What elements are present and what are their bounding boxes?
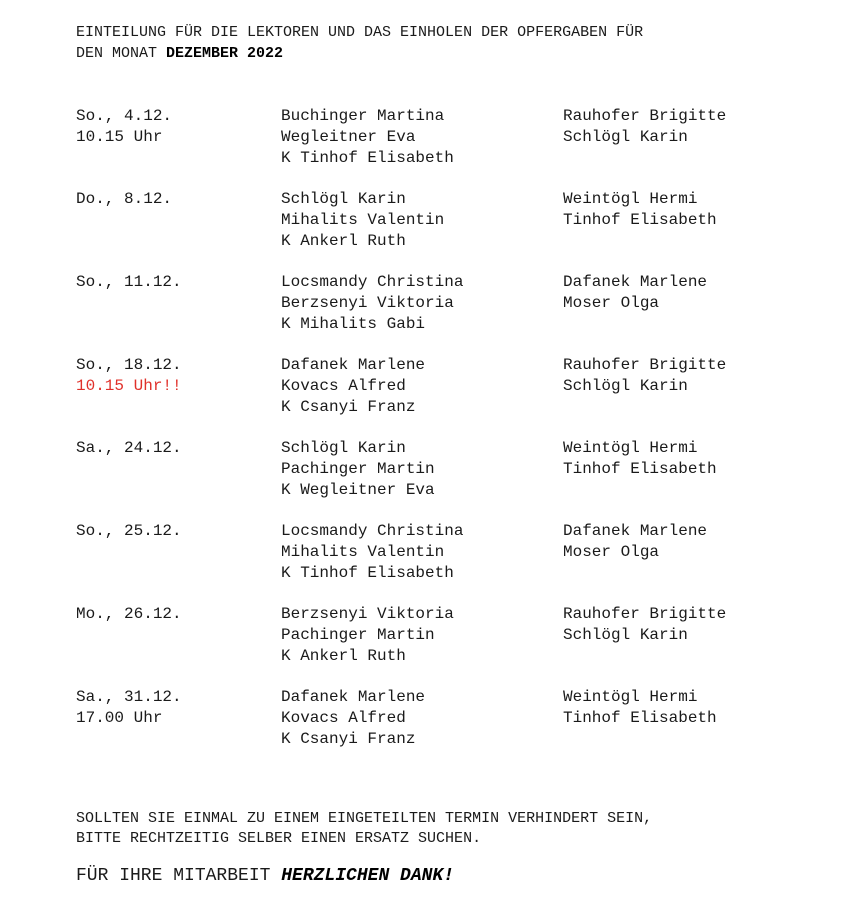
offering-collector-name: Weintögl Hermi [563, 688, 698, 706]
header-line-1: EINTEILUNG FÜR DIE LEKTOREN UND DAS EINHOLEN DER OPFERGABEN FÜR [76, 24, 644, 41]
lector-name: Locsmandy Christina [281, 522, 464, 540]
entry-time: 17.00 Uhr [76, 708, 163, 727]
lector-name: Schlögl Karin [281, 190, 406, 208]
offering-collector-name: Rauhofer Brigitte [563, 356, 727, 374]
offering-collector-name: Weintögl Hermi [563, 439, 698, 457]
entry-lectors-column [281, 355, 425, 417]
offering-collector-name: Schlögl Karin [563, 376, 688, 395]
entry-time: 10.15 Uhr!! [76, 376, 182, 395]
header-line-2-prefix: DEN MONAT [76, 45, 167, 62]
entry-lectors-column [281, 438, 435, 500]
lector-name: Pachinger Martin [281, 625, 435, 644]
offering-collector-name: Dafanek Marlene [563, 522, 708, 540]
lector-name: Locsmandy Christina [281, 273, 464, 291]
entry-date: So., 25.12. [76, 522, 182, 540]
lector-name: Kovacs Alfred [281, 376, 406, 395]
lector-name: Mihalits Valentin [281, 210, 445, 229]
thanks-prefix: FÜR IHRE MITARBEIT [76, 866, 282, 886]
entry-lectors-column [281, 106, 454, 168]
lector-name: K Ankerl Ruth [281, 231, 406, 250]
entry-date-column [76, 604, 182, 625]
footer-line-2: BITTE RECHTZEITIG SELBER EINEN ERSATZ SUCHEN. [76, 830, 482, 847]
entry-date-column [76, 106, 172, 148]
entry-lectors-column [281, 687, 425, 749]
lector-name: Dafanek Marlene [281, 688, 426, 706]
schedule-entry [76, 521, 796, 604]
offering-collector-name: Moser Olga [563, 542, 660, 561]
entry-lectors-column [281, 189, 444, 251]
lector-name: K Csanyi Franz [281, 729, 416, 748]
entry-date: So., 4.12. [76, 107, 173, 125]
entry-offering-column [563, 106, 726, 148]
lector-name: Kovacs Alfred [281, 708, 406, 727]
schedule-entry [76, 189, 796, 272]
entry-offering-column [563, 687, 717, 729]
lector-name: Berzsenyi Viktoria [281, 293, 454, 312]
lector-name: Mihalits Valentin [281, 542, 445, 561]
lector-name: K Tinhof Elisabeth [281, 563, 454, 582]
lector-name: Buchinger Martina [281, 107, 445, 125]
offering-collector-name: Tinhof Elisabeth [563, 708, 717, 727]
offering-collector-name: Schlögl Karin [563, 127, 688, 146]
header-month: DEZEMBER 2022 [166, 45, 284, 62]
entry-date-column [76, 355, 182, 397]
schedule-entry [76, 106, 796, 189]
offering-collector-name: Schlögl Karin [563, 625, 688, 644]
schedule-entry [76, 272, 796, 355]
offering-collector-name: Dafanek Marlene [563, 273, 708, 291]
schedule-entry [76, 355, 796, 438]
lector-name: K Csanyi Franz [281, 397, 416, 416]
entry-lectors-column [281, 272, 463, 334]
schedule-entry [76, 604, 796, 687]
offering-collector-name: Tinhof Elisabeth [563, 459, 717, 478]
entry-offering-column [563, 438, 717, 480]
footer-note [76, 809, 652, 849]
lector-name: K Ankerl Ruth [281, 646, 406, 665]
entry-time: 10.15 Uhr [76, 127, 163, 146]
entry-date-column [76, 687, 182, 729]
entry-date-column [76, 521, 182, 542]
lector-name: K Mihalits Gabi [281, 314, 426, 333]
entry-date-column [76, 438, 182, 459]
entry-date: Sa., 24.12. [76, 439, 182, 457]
schedule-entry [76, 438, 796, 521]
entry-date: Sa., 31.12. [76, 688, 182, 706]
lector-name: K Wegleitner Eva [281, 480, 435, 499]
lector-name: Berzsenyi Viktoria [281, 605, 454, 623]
thanks-line [76, 865, 454, 887]
document-header [76, 22, 643, 64]
thanks-bold: HERZLICHEN DANK! [281, 866, 455, 886]
lector-name: Wegleitner Eva [281, 127, 416, 146]
entry-offering-column [563, 604, 726, 646]
entry-date: Mo., 26.12. [76, 605, 182, 623]
entry-date-column [76, 272, 182, 293]
entry-date: Do., 8.12. [76, 190, 173, 208]
offering-collector-name: Moser Olga [563, 293, 660, 312]
entry-offering-column [563, 355, 726, 397]
entry-offering-column [563, 189, 717, 231]
entry-lectors-column [281, 521, 463, 583]
entry-offering-column [563, 272, 707, 314]
schedule-entry [76, 687, 796, 770]
offering-collector-name: Rauhofer Brigitte [563, 107, 727, 125]
entry-lectors-column [281, 604, 454, 666]
schedule-list [76, 106, 796, 770]
lector-name: K Tinhof Elisabeth [281, 148, 454, 167]
footer-line-1: SOLLTEN SIE EINMAL ZU EINEM EINGETEILTEN TERMIN VERHINDERT SEIN, [76, 810, 653, 827]
offering-collector-name: Rauhofer Brigitte [563, 605, 727, 623]
lector-name: Pachinger Martin [281, 459, 435, 478]
entry-date: So., 11.12. [76, 273, 182, 291]
offering-collector-name: Weintögl Hermi [563, 190, 698, 208]
offering-collector-name: Tinhof Elisabeth [563, 210, 717, 229]
entry-date-column [76, 189, 172, 210]
lector-name: Schlögl Karin [281, 439, 406, 457]
entry-offering-column [563, 521, 707, 563]
entry-date: So., 18.12. [76, 356, 182, 374]
lector-name: Dafanek Marlene [281, 356, 426, 374]
